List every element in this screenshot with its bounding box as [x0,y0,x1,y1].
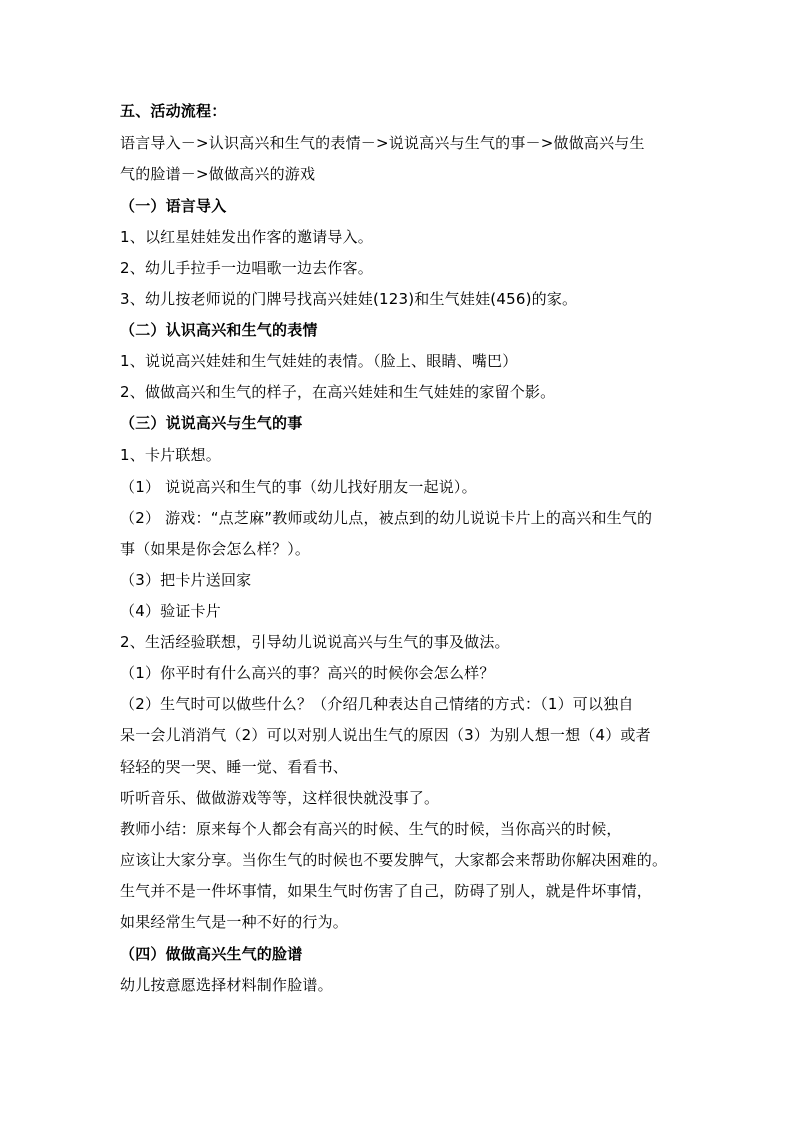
paragraph-line: 应该让大家分享。当你生气的时候也不要发脾气，大家都会来帮助你解决困难的。 [120,851,668,869]
paragraph-line: （2）生气时可以做些什么？（介绍几种表达自己情绪的方式：（1）可以独自 [120,695,634,713]
paragraph-line: （2） 游戏：“点芝麻”教师或幼儿点，被点到的幼儿说说卡片上的高兴和生气的 [120,509,653,527]
flow-line: 语言导入－>认识高兴和生气的表情－>说说高兴与生气的事－>做做高兴与生 [120,134,645,152]
section-heading: 五、活动流程： [120,102,227,120]
paragraph-line: 听听音乐、做做游戏等等，这样很快就没事了。 [120,789,440,807]
paragraph-line: （4）验证卡片 [120,602,221,620]
list-item: 1、以红星娃娃发出作客的邀请导入。 [120,228,373,246]
paragraph-line: （1） 说说高兴和生气的事（幼儿找好朋友一起说）。 [120,478,477,496]
part1-heading: （一）语言导入 [120,197,227,215]
part3-heading: （三）说说高兴与生气的事 [120,414,303,432]
part4-heading: （四）做做高兴生气的脸谱 [120,945,303,963]
list-item: 2、幼儿手拉手一边唱歌一边去作客。 [120,259,373,277]
paragraph-line: 生气并不是一件坏事情，如果生气时伤害了自己，防碍了别人，就是件坏事情， [120,882,653,900]
part2-heading: （二）认识高兴和生气的表情 [120,321,318,339]
paragraph-line: 教师小结：原来每个人都会有高兴的时候、生气的时候，当你高兴的时候， [120,820,622,838]
paragraph-line: 1、卡片联想。 [120,446,221,464]
paragraph-line: 事（如果是你会怎么样？）。 [120,540,311,558]
flow-line: 气的脸谱－>做做高兴的游戏 [120,165,316,183]
list-item: 幼儿按意愿选择材料制作脸谱。 [120,976,333,994]
paragraph-line: 轻轻的哭一哭、睡一觉、看看书、 [120,758,349,776]
paragraph-line: 呆一会儿消消气（2）可以对别人说出生气的原因（3）为别人想一想（4）或者 [120,726,651,744]
list-item: 2、做做高兴和生气的样子，在高兴娃娃和生气娃娃的家留个影。 [120,383,556,401]
paragraph-line: （1）你平时有什么高兴的事？高兴的时候你会怎么样？ [120,664,495,682]
list-item: 1、说说高兴娃娃和生气娃娃的表情。（脸上、眼睛、嘴巴） [120,352,518,370]
list-item: 3、幼儿按老师说的门牌号找高兴娃娃(123)和生气娃娃(456)的家。 [120,290,578,308]
paragraph-line: （3）把卡片送回家 [120,571,252,589]
paragraph-line: 2、生活经验联想，引导幼儿说说高兴与生气的事及做法。 [120,633,510,651]
paragraph-line: 如果经常生气是一种不好的行为。 [120,913,349,931]
